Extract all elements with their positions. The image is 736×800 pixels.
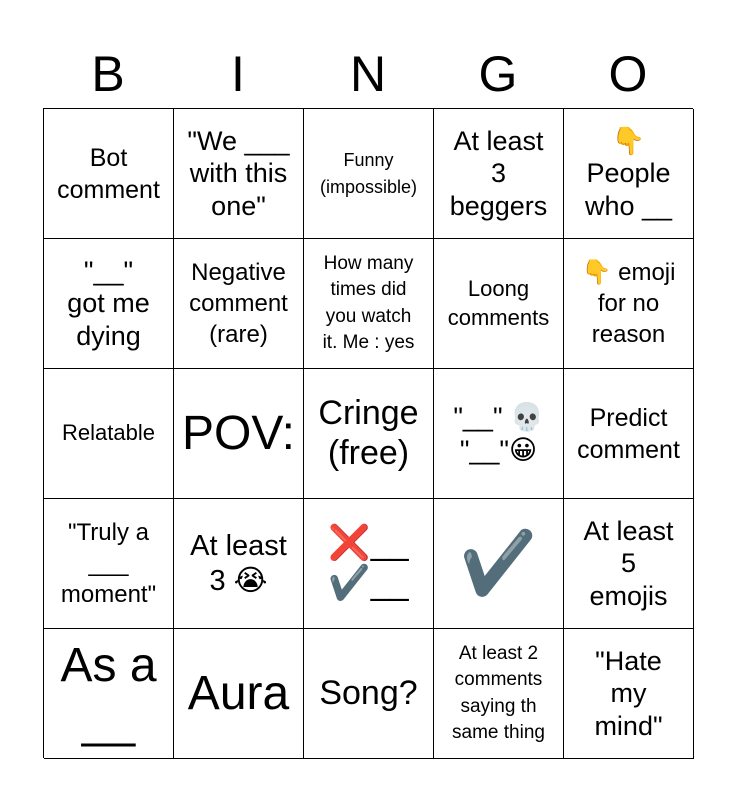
bingo-cell[interactable]: Predict comment (564, 369, 694, 499)
header-letter-i: I (231, 46, 245, 102)
bingo-cell[interactable]: At least 2 comments saying th same thing (434, 629, 564, 759)
bingo-cell[interactable]: "__" 💀 "__"😀 (434, 369, 564, 499)
header-letter-b: B (91, 46, 125, 102)
bingo-cell[interactable]: Aura (174, 629, 304, 759)
bingo-cell[interactable]: Song? (304, 629, 434, 759)
bingo-board (43, 108, 693, 758)
bingo-cell[interactable]: "Truly a ___ moment" (44, 499, 174, 629)
header-letter-n: N (349, 46, 387, 102)
check-mark-icon[interactable]: ✔️ (434, 499, 564, 629)
header-letter-o: O (608, 46, 648, 102)
bingo-cell[interactable]: As a __ (44, 629, 174, 759)
bingo-cell[interactable]: Loong comments (434, 239, 564, 369)
bingo-cell[interactable]: "__" got me dying (44, 239, 174, 369)
bingo-cell[interactable]: 👇 emoji for no reason (564, 239, 694, 369)
bingo-cell[interactable]: At least 3 beggers (434, 109, 564, 239)
bingo-header (43, 40, 693, 108)
bingo-cell[interactable]: Cringe (free) (304, 369, 434, 499)
bingo-cell[interactable]: At least 3 😭 (174, 499, 304, 629)
bingo-cell[interactable]: Funny (impossible) (304, 109, 434, 239)
bingo-cell[interactable]: ❌__ ✔️__ (304, 499, 434, 629)
header-letter-g: G (478, 46, 518, 102)
bingo-cell[interactable]: At least 5 emojis (564, 499, 694, 629)
bingo-cell[interactable]: "Hate my mind" (564, 629, 694, 759)
bingo-cell[interactable]: POV: (174, 369, 304, 499)
bingo-cell[interactable]: Relatable (44, 369, 174, 499)
bingo-cell[interactable]: Negative comment (rare) (174, 239, 304, 369)
bingo-cell[interactable]: 👇 People who __ (564, 109, 694, 239)
bingo-cell[interactable]: How many times did you watch it. Me : yes (304, 239, 434, 369)
bingo-cell[interactable]: "We ___ with this one" (174, 109, 304, 239)
bingo-cell[interactable]: Bot comment (44, 109, 174, 239)
